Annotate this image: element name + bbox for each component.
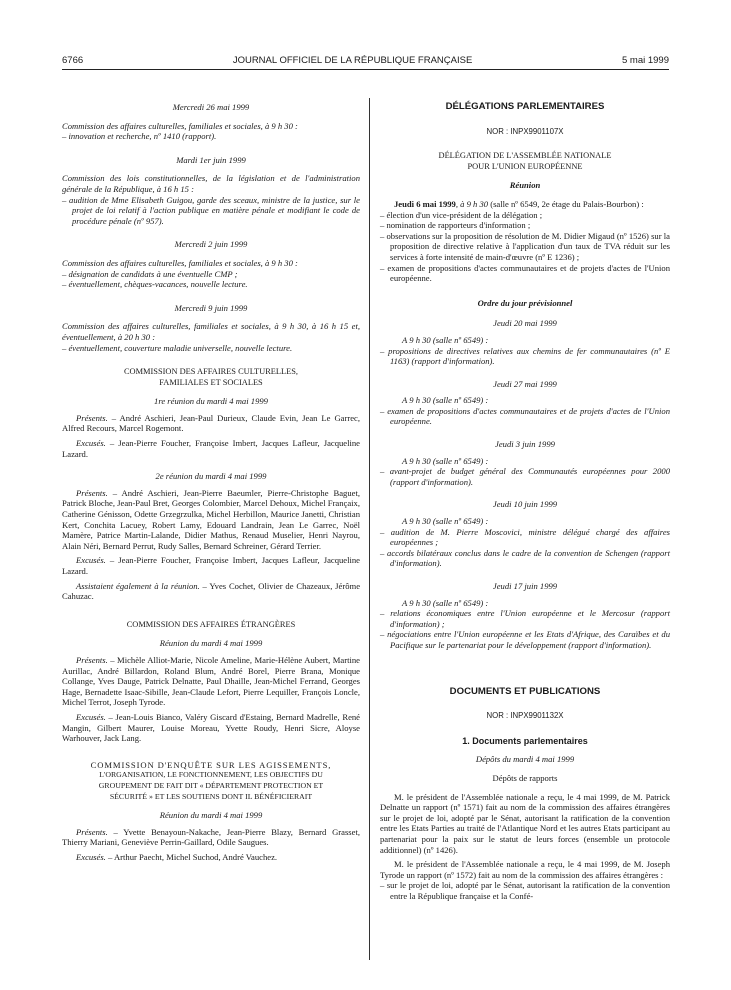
agenda-time: A 9 h 30 (salle nº 6549) :	[402, 455, 489, 466]
agenda-date: Jeudi 27 mai 1999	[493, 378, 557, 389]
attendance-present: Présents. – Michèle Alliot-Marie, Nicole Ameline, Marie-Hélène Aubert, Martine Aurillac, André Billardon, Roland Blum, André Borel, Pierre Brana, Monique Collange, Yves Dauge, Patrick Delnatte, Paul Dhaille, Jean-Michel Ferrand, Georges Hage, Bernadette Isaac-Sibille, Jean-Claude Lefort, Pierre Lequiller, François Loncle, Michel Terrot, Joseph Tyrode.	[62, 654, 360, 708]
attendance-present: Présents. – André Aschieri, Jean-Paul Durieux, Claude Evin, Jean Le Garrec, Alfred Recours, Marcel Rogemont.	[62, 412, 360, 434]
agenda-item: – avant-projet de budget général des Communautés européennes pour 2000 (rapport d'information).	[380, 466, 670, 487]
agenda-item: – innovation et recherche, nº 1410 (rapport).	[62, 131, 217, 142]
attendance-present: Présents. – André Aschieri, Jean-Pierre Baeumler, Pierre-Christophe Baguet, Patrick Bloche, Jean-Paul Bret, Georges Colombier, Marcel Dehoux, Michel Françaix, Catherine Génisson, Odette Grzegrzulka, Michel Herbillon, Maurice Janetti, Christian Kert, Conchita Lacuey, Robert Lamy, Edouard Landrain, Jean Le Garrec, Noël Mamère, Patrice Martin-Lalande, Didier Mathus, Renaud Muselier, Henri Nayrou, Alain Néri, Bernard Perrut, Rudy Salles, Bernard Schreiner, Gérard Terrier.	[62, 487, 360, 551]
agenda-item: – accords bilatéraux conclus dans le cadre de la convention de Schengen (rapport d'information).	[380, 547, 670, 569]
attendance-excused: Excusés. – Arthur Paecht, Michel Suchod, André Vauchez.	[76, 851, 278, 862]
agenda-item: – examen de propositions d'actes communautaires et de projets d'actes de l'Union européenne.	[380, 262, 670, 284]
delegation-title: DÉLÉGATION DE L'ASSEMBLÉE NATIONALE	[438, 151, 612, 161]
agenda-item: – élection d'un vice-président de la délégation ;	[380, 209, 543, 220]
left-column	[62, 96, 360, 862]
agenda-item: – éventuellement, chèques-vacances, nouvelle lecture.	[62, 279, 248, 290]
agenda-date: Jeudi 10 juin 1999	[492, 499, 558, 510]
agenda-item: – propositions de directives relatives aux chemins de fer communautaires (nº E 1163) (rapport d'information).	[380, 345, 670, 367]
agenda-item: – désignation de candidats à une éventuelle CMP ;	[62, 268, 238, 279]
agenda-committee: Commission des affaires culturelles, familiales et sociales, à 9 h 30 :	[62, 120, 298, 131]
committee-title: GROUPEMENT DE FAIT DIT « DÉPARTEMENT PROTECTION ET	[98, 780, 324, 790]
page-header	[62, 52, 669, 66]
body-paragraph: M. le président de l'Assemblée nationale a reçu, le 4 mai 1999, de M. Joseph Tyrode un rapport (nº 1572) fait au nom de la commission des affaires étrangères :	[380, 859, 670, 880]
agenda-item: – éventuellement, couverture maladie universelle, nouvelle lecture.	[62, 342, 293, 353]
agenda-committee: Commission des affaires culturelles, familiales et sociales, à 9 h 30 :	[62, 257, 298, 268]
meeting-date: Réunion du mardi 4 mai 1999	[159, 638, 263, 649]
agenda-date: Mercredi 26 mai 1999	[172, 102, 250, 112]
deposit-heading: Dépôts de rapports	[492, 772, 558, 783]
agenda-time: A 9 h 30 (salle nº 6549) :	[402, 597, 489, 608]
agenda-time: A 9 h 30 (salle nº 6549) :	[402, 395, 489, 406]
journal-title: JOURNAL OFFICIEL DE LA RÉPUBLIQUE FRANÇAISE	[232, 55, 473, 66]
agenda-date: Mercredi 2 juin 1999	[174, 239, 248, 250]
issue-date: 5 mai 1999	[621, 55, 669, 66]
meeting-date: 2e réunion du mardi 4 mai 1999	[155, 471, 267, 482]
committee-title: COMMISSION D'ENQUÊTE SUR LES AGISSEMENTS,	[90, 759, 332, 770]
agenda-item: – audition de M. Pierre Moscovici, ministre délégué chargé des affaires européennes ;	[380, 526, 670, 548]
subsection-title: 1. Documents parlementaires	[462, 735, 588, 746]
section-title: DÉLÉGATIONS PARLEMENTAIRES	[445, 101, 605, 112]
agenda-item: – nomination de rapporteurs d'information ;	[380, 220, 531, 231]
header-rule	[62, 69, 669, 70]
agenda-date: Mardi 1er juin 1999	[176, 154, 246, 165]
section-title: DOCUMENTS ET PUBLICATIONS	[449, 685, 601, 697]
provisional-agenda-heading: Ordre du jour prévisionnel	[477, 297, 573, 308]
committee-title: FAMILIALES ET SOCIALES	[159, 377, 263, 387]
meeting-heading: Réunion	[509, 180, 541, 191]
agenda-date: Jeudi 17 juin 1999	[492, 581, 558, 591]
agenda-item: – négociations entre l'Union européenne et les Etats d'Afrique, des Caraïbes et du Pacifique sur le partenariat pour le développement (rapport d'information).	[380, 629, 670, 650]
agenda-date: Jeudi 3 juin 1999	[495, 439, 555, 450]
deposit-date: Dépôts du mardi 4 mai 1999	[475, 754, 575, 765]
agenda-committee: Commission des affaires culturelles, familiales et sociales, à 9 h 30, à 16 h 15 et, éventuellement, à 20 h 30 :	[62, 321, 360, 342]
agenda-time: A 9 h 30 (salle nº 6549) :	[402, 516, 489, 527]
committee-title: L'ORGANISATION, LE FONCTIONNEMENT, LES OBJECTIFS DU	[99, 770, 323, 780]
attendance-present: Présents. – Yvette Benayoun-Nakache, Jean-Pierre Blazy, Bernard Grasset, Thierry Mariani, Geneviève Perrin-Gaillard, Odile Saugues.	[62, 826, 360, 848]
attendance-excused: Excusés. – Jean-Pierre Foucher, Françoise Imbert, Jacques Lafleur, Jacqueline Lazard.	[62, 555, 360, 576]
attendance-excused: Excusés. – Jean-Pierre Foucher, Françoise Imbert, Jacques Lafleur, Jacqueline Lazard.	[62, 438, 360, 459]
agenda-date: Jeudi 20 mai 1999	[493, 318, 557, 329]
agenda-committee: Commission des lois constitutionnelles, de la législation et de l'administration générale de la République, à 16 h 15 :	[62, 173, 360, 194]
body-list-item: – sur le projet de loi, adopté par le Sénat, autorisant la ratification de la convention entre la République française et la Confé-	[380, 880, 670, 901]
page-number: 6766	[62, 55, 84, 66]
committee-title: SÉCURITÉ » ET LES SOUTIENS DONT IL BÉNÉFICIERAIT	[109, 791, 313, 801]
body-paragraph: M. le président de l'Assemblée nationale a reçu, le 4 mai 1999, de M. Patrick Delnatte un rapport (nº 1571) fait au nom de la commission des affaires étrangères sur le projet de loi, adopté par le Sénat, autorisant la ratification de la convention entre les Etats Parties au traité de l'Atlantique Nord et les autres Etats participant au partenariat pour la paix sur le statut de leurs forces (ensemble un protocole additionnel) (nº 1426).	[380, 791, 670, 855]
agenda-item: – audition de Mme Elisabeth Guigou, garde des sceaux, ministre de la justice, sur le projet de loi relatif à l'action publique en matière pénale et modifiant le code de procédure pénale (nº 957).	[62, 194, 360, 226]
right-column	[380, 96, 670, 901]
committee-title: COMMISSION DES AFFAIRES CULTURELLES,	[123, 367, 299, 377]
nor-reference: NOR : INPX9901132X	[486, 711, 564, 721]
nor-reference: NOR : INPX9901107X	[486, 126, 564, 136]
agenda-item: – observations sur la proposition de résolution de M. Didier Migaud (nº 1526) sur la proposition de directive relative à l'application d'un taux de TVA réduit sur les services à forte intensité de main-d'œuvre (nº E 1236) ;	[380, 230, 670, 262]
attendance-excused: Excusés. – Jean-Louis Bianco, Valéry Giscard d'Estaing, Bernard Madrelle, René Mangin, Gilbert Maurer, Louise Moreau, Yvette Roudy, Henri Sicre, Aloyse Warhouver, Jack Lang.	[62, 711, 360, 744]
agenda-item: – relations économiques entre l'Union européenne et le Mercosur (rapport d'information) ;	[380, 608, 670, 629]
agenda-time: A 9 h 30 (salle nº 6549) :	[402, 334, 489, 345]
committee-title: COMMISSION DES AFFAIRES ÉTRANGÈRES	[126, 619, 296, 629]
agenda-date: Mercredi 9 juin 1999	[174, 302, 248, 313]
meeting-details: Jeudi 6 mai 1999, à 9 h 30 (salle nº 6549, 2e étage du Palais-Bourbon) :	[394, 198, 644, 209]
attendance-also: Assistaient également à la réunion. – Yves Cochet, Olivier de Chazeaux, Jérôme Cahuzac.	[62, 580, 361, 602]
agenda-item: – examen de propositions d'actes communautaires et de projets d'actes de l'Union européenne.	[380, 405, 670, 427]
column-divider	[369, 98, 370, 960]
meeting-date: Réunion du mardi 4 mai 1999	[159, 810, 263, 821]
meeting-date: 1re réunion du mardi 4 mai 1999	[154, 396, 268, 407]
delegation-title: POUR L'UNION EUROPÉENNE	[467, 161, 583, 171]
